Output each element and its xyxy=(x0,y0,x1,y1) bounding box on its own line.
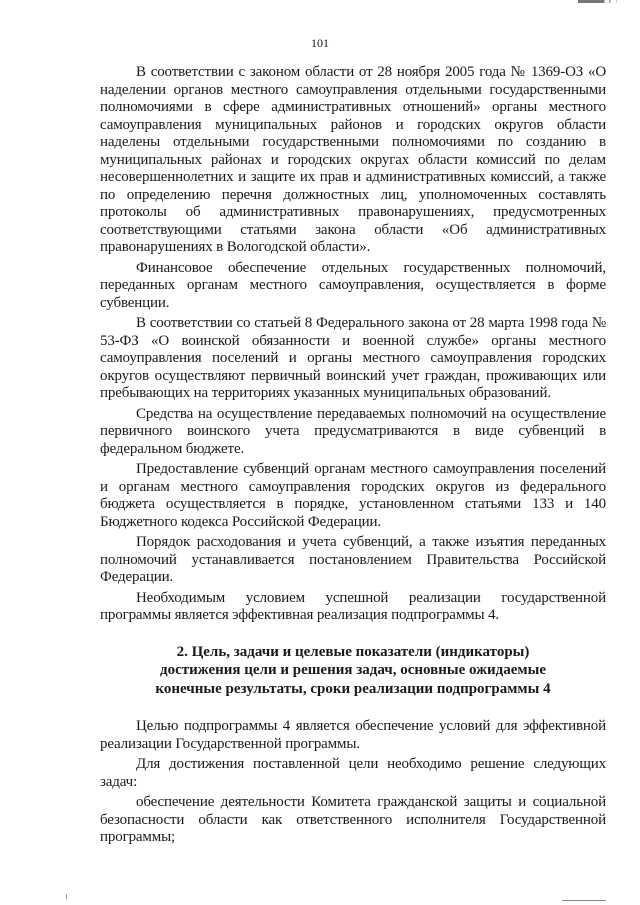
section-heading xyxy=(100,643,606,699)
scan-artifact xyxy=(562,900,606,901)
paragraph-subventions: Предоставление субвенций органам местного самоуправления поселений и органам местного самоуправления городских округов из федерального бюджета осуществляется в порядке, установленном статьями 133 и 140 Бюджетного кодекса Российской Федерации. xyxy=(100,461,606,530)
scan-artifact xyxy=(578,0,622,3)
section-heading-line: 2. Цель, задачи и целевые показатели (индикаторы) xyxy=(176,643,530,660)
page-number: 101 xyxy=(311,36,329,50)
paragraph-tasks-intro: Для достижения поставленной цели необходимо решение следующих задач: xyxy=(100,756,606,790)
paragraph-task-1: обеспечение деятельности Комитета гражданской защиты и социальной безопасности области как ответственного исполнителя Государственной программы; xyxy=(100,794,606,845)
page-body xyxy=(100,64,606,850)
paragraph-goal: Целью подпрограммы 4 является обеспечение условий для эффективной реализации Государственной программы. xyxy=(100,718,606,752)
section-heading-line: конечные результаты, сроки реализации подпрограммы 4 xyxy=(155,680,551,697)
section-heading-line: достижения цели и решения задач, основные ожидаемые xyxy=(160,662,546,678)
paragraph-condition: Необходимым условием успешной реализации государственной программы является эффективная реализация подпрограммы 4. xyxy=(100,589,606,623)
paragraph-law-53: В соответствии со статьей 8 Федерального закона от 28 марта 1998 года № 53-ФЗ «О воинской обязанности и военной службе» органы местного самоуправления поселений и органы местного самоуправления городских округов осуществляют первичный воинский учет граждан, проживающих или пребывающих на территориях указанных муниципальных образований. xyxy=(100,315,606,401)
scan-artifact xyxy=(66,894,67,899)
paragraph-law-1369: В соответствии с законом области от 28 ноября 2005 года № 1369-ОЗ «О наделении органов местного самоуправления отдельными государственными полномочиями в сфере административных отношений» органы местного самоуправления муниципальных районов и городских округов области наделены отдельными государственными полномочиями по созданию в муниципальных районах и городских округах области комиссий по делам несовершеннолетних и защите их прав и административных комиссий, а также по определению перечня должностных лиц, уполномоченных составлять протоколы об административных правонарушениях, предусмотренных соответствующими статьями закона области «Об административных правонарушениях в Вологодской области». xyxy=(100,64,606,255)
paragraph-procedure: Порядок расходования и учета субвенций, а также изъятия переданных полномочий устанавливается постановлением Правительства Российской Федерации. xyxy=(100,534,606,585)
paragraph-military-funds: Средства на осуществление передаваемых полномочий на осуществление первичного воинского учета предусматриваются в виде субвенций в федеральном бюджете. xyxy=(100,405,606,457)
paragraph-financing: Финансовое обеспечение отдельных государственных полномочий, переданных органам местного самоуправления, осуществляется в форме субвенции. xyxy=(100,259,606,311)
